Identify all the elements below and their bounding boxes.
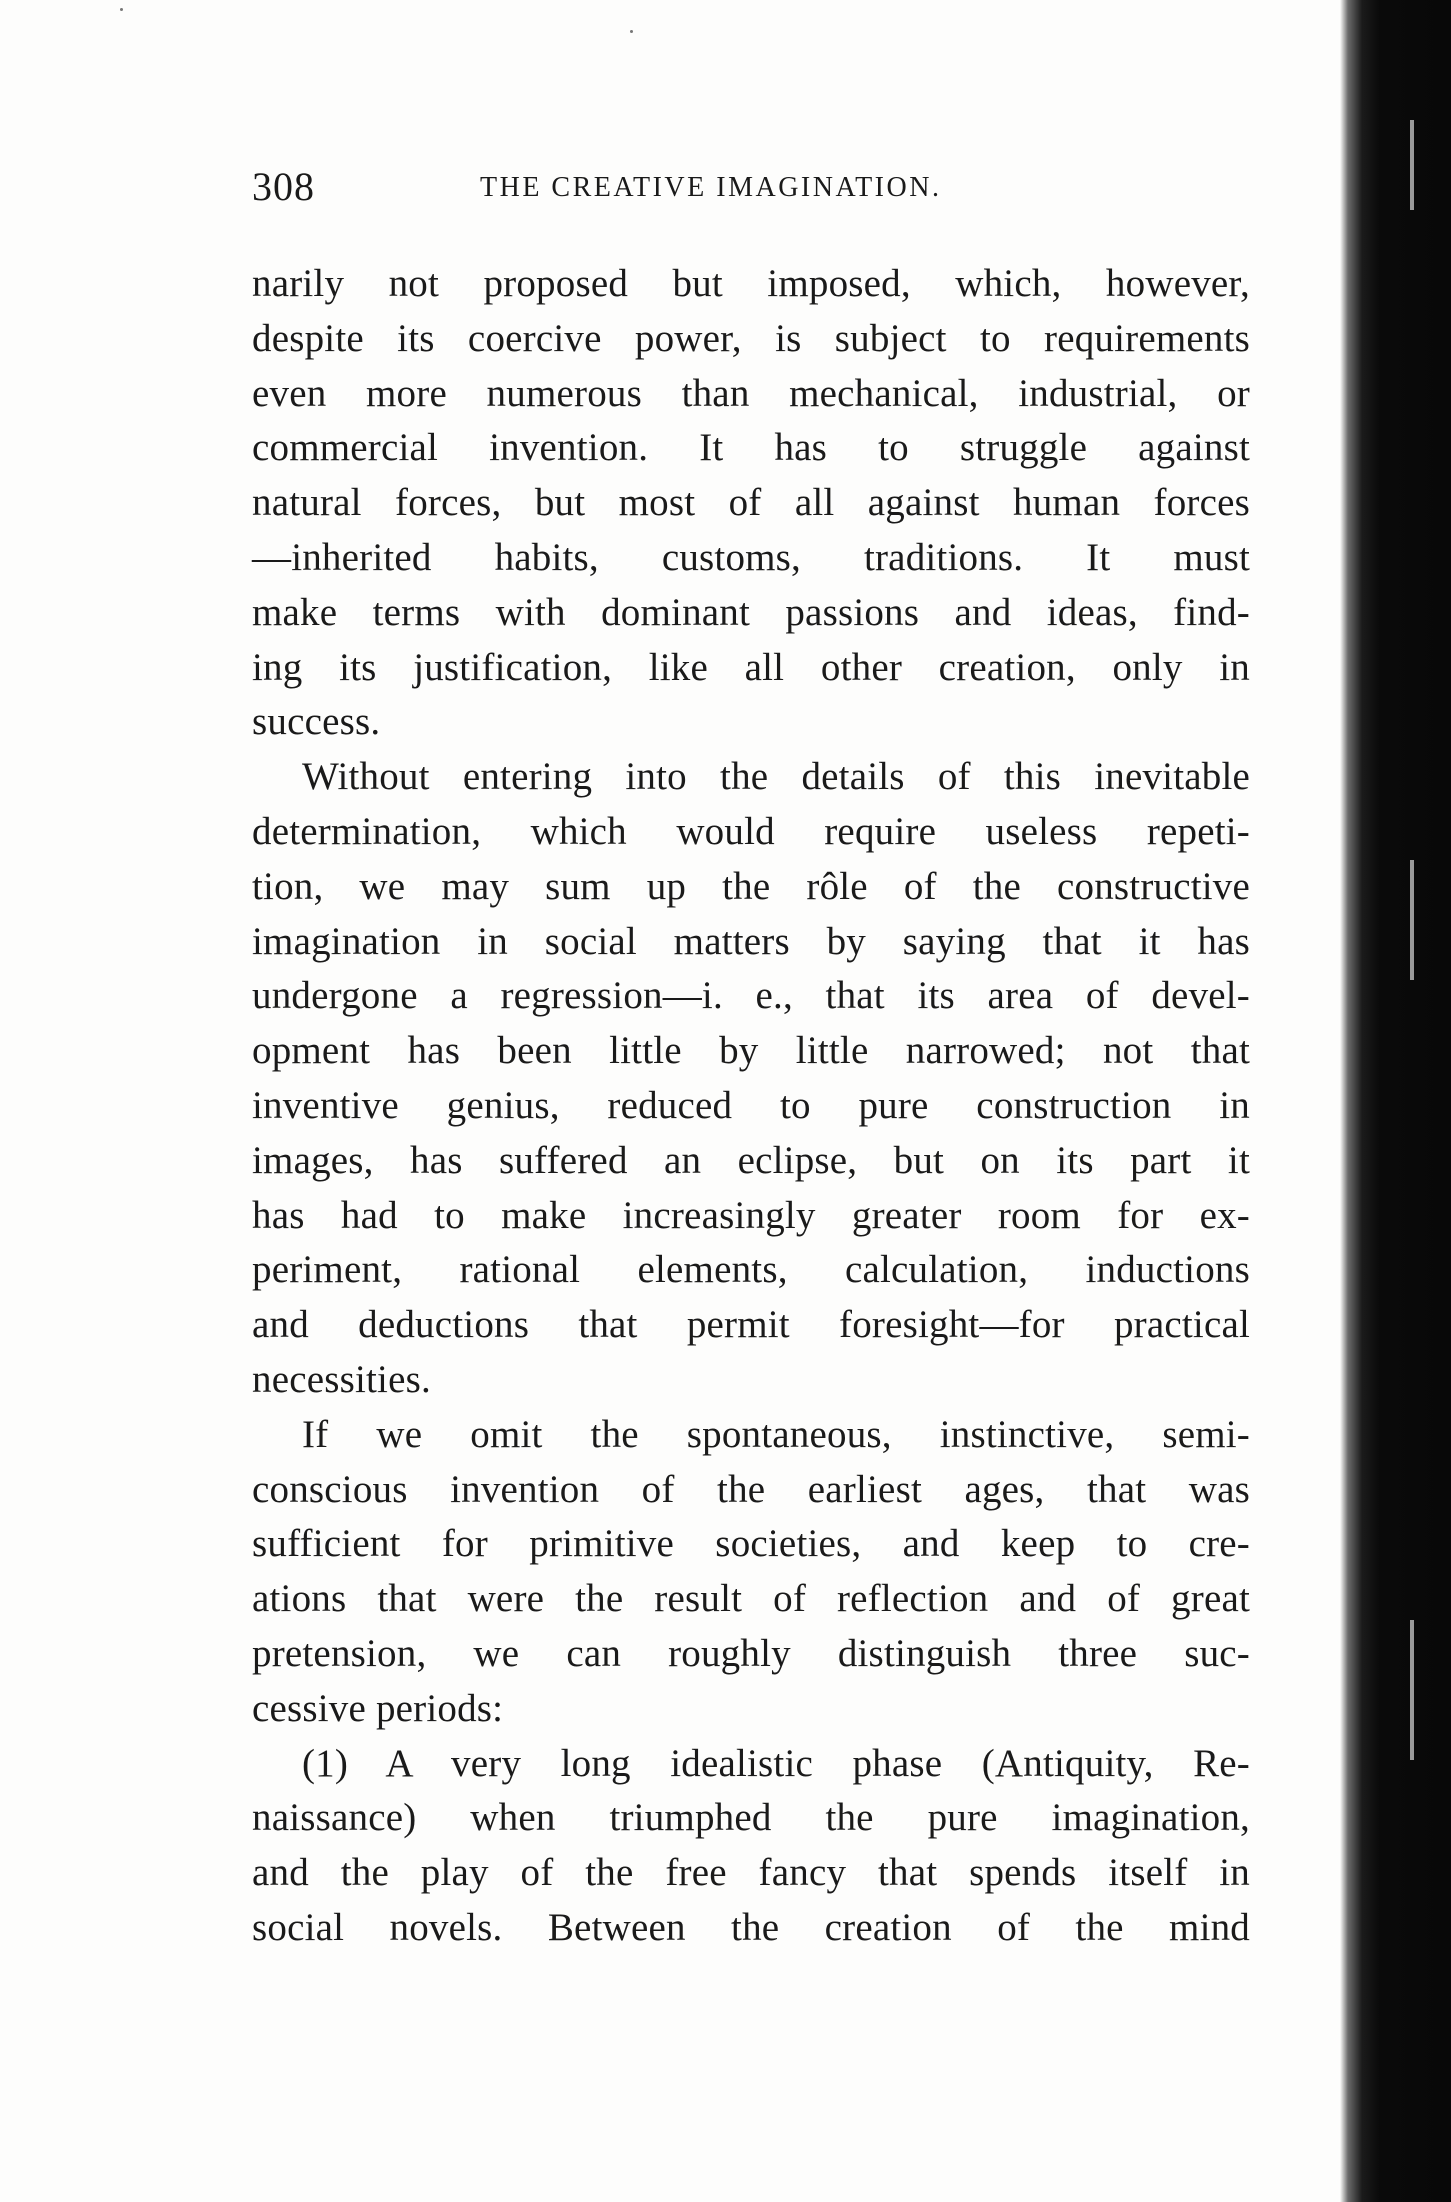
text-line: tion, we may sum up the rôle of the constructive (252, 864, 1250, 908)
text-line: cessive periods: (252, 1686, 504, 1730)
text-line: social novels. Between the creation of the mind (252, 1905, 1250, 1949)
text-line: Without entering into the details of this inevitable (302, 755, 1250, 799)
text-line: pretension, we can roughly distinguish three suc- (252, 1631, 1250, 1675)
text-line: sufficient for primitive societies, and keep to cre- (252, 1522, 1250, 1566)
text-line: necessities. (252, 1357, 431, 1401)
binding-shadow (1340, 0, 1451, 2202)
text-line: despite its coercive power, is subject to requirements (252, 316, 1250, 360)
text-line: has had to make increasingly greater room for ex- (252, 1193, 1250, 1237)
text-line: images, has suffered an eclipse, but on its part it (252, 1138, 1250, 1182)
text-line: ations that were the result of reflection and of great (252, 1577, 1250, 1621)
text-line: ing its justification, like all other creation, only in (252, 645, 1250, 689)
edge-highlight (1410, 1620, 1414, 1760)
text-line: periment, rational elements, calculation, inductions (252, 1248, 1250, 1292)
body-text (252, 257, 1250, 1956)
edge-highlight (1410, 860, 1414, 980)
text-line: commercial invention. It has to struggle against (252, 426, 1250, 470)
text-line: imagination in social matters by saying that it has (252, 919, 1250, 963)
text-line: If we omit the spontaneous, instinctive, semi- (302, 1412, 1250, 1456)
page-header (252, 163, 1252, 213)
text-line: conscious invention of the earliest ages, that was (252, 1467, 1250, 1511)
text-line: and the play of the free fancy that spends itself in (252, 1851, 1250, 1895)
edge-highlight (1410, 120, 1414, 210)
text-line: (1) A very long idealistic phase (Antiquity, Re- (302, 1741, 1250, 1785)
text-line: even more numerous than mechanical, industrial, or (252, 371, 1250, 415)
text-line: narily not proposed but imposed, which, however, (252, 262, 1250, 305)
text-line: make terms with dominant passions and ideas, find- (252, 590, 1250, 634)
page-number: 308 (252, 164, 315, 209)
scan-speck (120, 8, 123, 11)
text-line: naissance) when triumphed the pure imagination, (252, 1796, 1250, 1840)
running-head: THE CREATIVE IMAGINATION. (480, 172, 942, 203)
scan-speck (630, 30, 633, 33)
text-line: and deductions that permit foresight—for practical (252, 1303, 1250, 1347)
text-line: natural forces, but most of all against human forces (252, 481, 1250, 525)
text-line: opment has been little by little narrowed; not that (252, 1029, 1250, 1073)
text-line: determination, which would require useless repeti- (252, 809, 1250, 853)
text-line: undergone a regression—i. e., that its area of devel- (252, 974, 1250, 1018)
text-line: inventive genius, reduced to pure construction in (252, 1083, 1250, 1127)
text-line: —inherited habits, customs, traditions. It must (252, 535, 1250, 579)
text-line: success. (252, 700, 381, 744)
